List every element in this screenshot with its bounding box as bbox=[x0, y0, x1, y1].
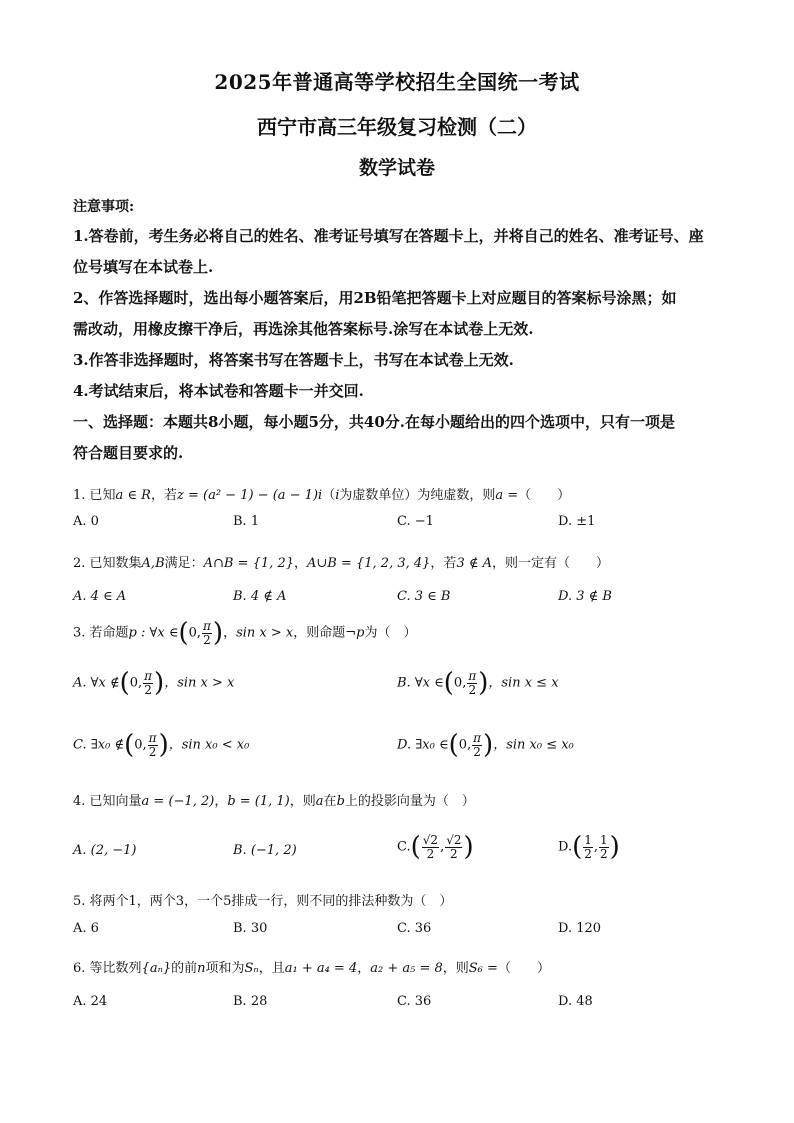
q3-option-b: B. ∀x ∈(0, $\frac{\pi}{2}$ )，sin x ≤ x bbox=[397, 668, 559, 698]
q4-option-c: C.( $\frac{√2}{2}$ , $\frac{√2}{2}$ ) bbox=[397, 832, 474, 862]
question-2: 2. 已知数集A,B满足：A∩B = {1, 2}，A∪B = {1, 2, 3, 4}，若3 ∉ A，则一定有（ ） bbox=[73, 556, 609, 571]
q4-option-d: D.( $\frac{1}{2}$ , $\frac{1}{2}$ ) bbox=[558, 832, 620, 862]
q6-option-d: D. 48 bbox=[558, 994, 593, 1009]
notice-item-1a: 1.答卷前，考生务必将自己的姓名、准考证号填写在答题卡上，并将自己的姓名、准考证号、座 bbox=[73, 227, 704, 245]
q5-option-b: B. 30 bbox=[233, 921, 268, 936]
question-3: 3. 若命题p : ∀x ∈(0, $\frac{\pi}{2}$ )，sin x > x，则命题¬p为（ ） bbox=[73, 618, 417, 648]
q4-option-a: A. (2, −1) bbox=[73, 843, 137, 858]
notice-title: 注意事项: bbox=[73, 199, 135, 215]
q2-option-b: B. 4 ∉ A bbox=[233, 589, 287, 604]
q3-option-c: C. ∃x₀ ∉(0, $\frac{\pi}{2}$ )，sin x₀ < x₀ bbox=[73, 730, 250, 760]
notice-item-2b: 需改动，用橡皮擦干净后，再选涂其他答案标号.涂写在本试卷上无效. bbox=[73, 320, 534, 338]
question-4: 4. 已知向量a = (−1, 2)，b = (1, 1)，则a在b上的投影向量为（ ） bbox=[73, 794, 475, 809]
exam-subtitle: 西宁市高三年级复习检测（二） bbox=[257, 115, 537, 139]
q3-option-d: D. ∃x₀ ∈(0, $\frac{\pi}{2}$ )，sin x₀ ≤ x₀ bbox=[397, 730, 574, 760]
q1-option-d: D. ±1 bbox=[558, 514, 596, 529]
q5-option-c: C. 36 bbox=[397, 921, 432, 936]
question-1: 1. 已知a ∈ R，若z = (a² − 1) − (a − 1)i（i为虚数单位）为纯虚数，则a =（ ） bbox=[73, 488, 571, 503]
q1-option-c: C. −1 bbox=[397, 514, 434, 529]
notice-item-4: 4.考试结束后，将本试卷和答题卡一并交回. bbox=[73, 382, 364, 400]
q3-option-a: A. ∀x ∉(0, $\frac{\pi}{2}$ )，sin x > x bbox=[73, 668, 235, 698]
q6-option-b: B. 28 bbox=[233, 994, 268, 1009]
notice-item-2a: 2、作答选择题时，选出每小题答案后，用2B铅笔把答题卡上对应题目的答案标号涂黑；如 bbox=[73, 289, 677, 307]
section-heading-a: 一、选择题：本题共8小题，每小题5分，共40分.在每小题给出的四个选项中，只有一项是 bbox=[73, 413, 675, 431]
exam-title: 2025年普通高等学校招生全国统一考试 bbox=[214, 70, 580, 94]
q2-option-c: C. 3 ∈ B bbox=[397, 589, 451, 604]
q1-option-b: B. 1 bbox=[233, 514, 260, 529]
exam-subject: 数学试卷 bbox=[358, 157, 435, 179]
notice-item-1b: 位号填写在本试卷上. bbox=[73, 258, 214, 276]
q6-option-c: C. 36 bbox=[397, 994, 432, 1009]
q2-option-d: D. 3 ∉ B bbox=[558, 589, 612, 604]
q6-option-a: A. 24 bbox=[73, 994, 108, 1009]
section-heading-b: 符合题目要求的. bbox=[73, 444, 184, 462]
question-6: 6. 等比数列{aₙ}的前n项和为Sₙ，且a₁ + a₄ = 4，a₂ + a₅ = 8，则S₆ =（ ） bbox=[73, 961, 550, 976]
q1-option-a: A. 0 bbox=[73, 514, 99, 529]
question-5: 5. 将两个1，两个3，一个5排成一行，则不同的排法种数为（ ） bbox=[73, 894, 453, 909]
q5-option-a: A. 6 bbox=[73, 921, 99, 936]
q4-option-b: B. (−1, 2) bbox=[233, 843, 297, 858]
q2-option-a: A. 4 ∈ A bbox=[73, 589, 127, 604]
notice-item-3: 3.作答非选择题时，将答案书写在答题卡上，书写在本试卷上无效. bbox=[73, 351, 514, 369]
q5-option-d: D. 120 bbox=[558, 921, 602, 936]
